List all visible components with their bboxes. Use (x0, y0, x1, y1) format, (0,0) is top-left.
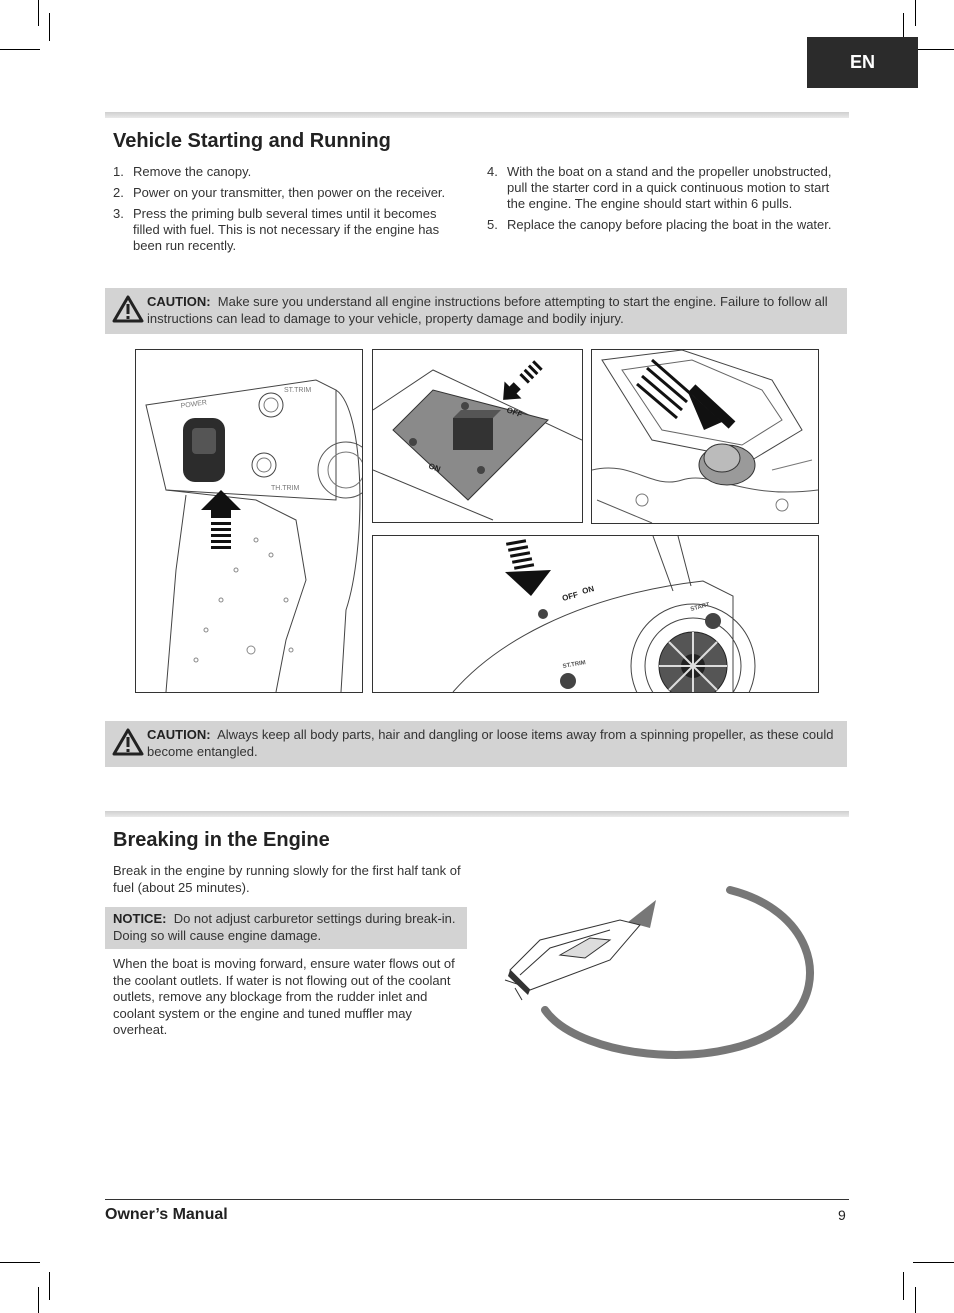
caution-text (147, 293, 837, 327)
crop-mark (915, 0, 916, 26)
notice-label: NOTICE: (113, 911, 167, 926)
off-label: OFF (505, 405, 524, 420)
on-label: ON (427, 461, 442, 474)
section-title-break-in: Breaking in the Engine (113, 829, 330, 851)
caution-body: Make sure you understand all engine instructions before attempting to start the engine. Failure to follow all instructions can lead to damage to your vehicle, property damage and bodily injury. (147, 294, 828, 326)
page-number: 9 (838, 1207, 846, 1223)
starter-illustration (372, 535, 819, 693)
section-divider (105, 811, 849, 817)
step-number: 4. (487, 164, 498, 179)
step-item (487, 164, 843, 212)
warning-triangle-icon (112, 728, 144, 756)
section-divider (105, 112, 849, 118)
step-number: 2. (113, 185, 124, 200)
crop-mark (49, 13, 50, 41)
caution-label: CAUTION: (147, 727, 211, 742)
th-trim-label: TH.TRIM (271, 485, 300, 492)
step-item (113, 164, 465, 180)
crop-mark (913, 49, 954, 50)
steps-right (487, 164, 843, 238)
step-number: 5. (487, 217, 498, 232)
boat-circle-illustration (500, 880, 830, 1070)
step-number: 3. (113, 206, 124, 221)
break-in-intro: Break in the engine by running slowly for the first half tank of fuel (about 25 minutes). (113, 863, 461, 895)
crop-mark (915, 1287, 916, 1313)
step-text: Press the priming bulb several times until it becomes filled with fuel. This is not necessary if the engine has been run recently. (133, 206, 440, 253)
crop-mark (38, 1287, 39, 1313)
notice-body: Do not adjust carburetor settings during break-in. Doing so will cause engine damage. (113, 911, 456, 943)
st-trim-label-2: ST.TRIM (562, 660, 587, 670)
caution-box (105, 721, 847, 767)
power-label: POWER (180, 399, 208, 410)
steps-left (113, 164, 465, 259)
section-title-starting: Vehicle Starting and Running (113, 130, 391, 152)
step-number: 1. (113, 164, 124, 179)
step-text: Replace the canopy before placing the boat in the water. (507, 217, 832, 232)
arrow-icon (505, 539, 551, 596)
crop-mark (0, 1262, 40, 1263)
start-label: START (689, 602, 711, 613)
break-in-body: When the boat is moving forward, ensure water flows out of the coolant outlets. If water is not flowing out of the coolant outlets, remove any blockage from the rudder inlet and coolant system or the engine and tuned muffler may overheat. (113, 956, 455, 1037)
caution-box (105, 288, 847, 334)
on-label-2: ON (581, 584, 596, 596)
arrow-icon (495, 356, 547, 408)
step-item (113, 206, 465, 254)
step-text: Remove the canopy. (133, 164, 252, 179)
crop-mark (49, 1272, 50, 1300)
step-item (113, 185, 465, 201)
st-trim-label: ST.TRIM (284, 387, 312, 394)
footer-divider (105, 1199, 849, 1200)
caution-text (147, 726, 837, 760)
caution-label: CAUTION: (147, 294, 211, 309)
crop-mark (38, 0, 39, 26)
crop-mark (903, 1272, 904, 1300)
step-text: With the boat on a stand and the propeller unobstructed, pull the starter cord in a quick continuous motion to start the engine. The engine should start within 6 pulls. (507, 164, 832, 211)
crop-mark (0, 49, 40, 50)
caution-body: Always keep all body parts, hair and dangling or loose items away from a spinning propeller, as these could become entangled. (147, 727, 834, 759)
priming-bulb-illustration (591, 349, 819, 524)
warning-triangle-icon (112, 295, 144, 323)
notice-box (105, 907, 467, 949)
footer-title: Owner’s Manual (105, 1206, 228, 1223)
step-item (487, 217, 843, 233)
transmitter-power-illustration (135, 349, 363, 693)
arrow-icon (201, 490, 241, 549)
step-text: Power on your transmitter, then power on the receiver. (133, 185, 446, 200)
language-tab: EN (807, 37, 918, 88)
switch-illustration (372, 349, 583, 523)
off-label-2: OFF (561, 590, 579, 603)
crop-mark (913, 1262, 954, 1263)
